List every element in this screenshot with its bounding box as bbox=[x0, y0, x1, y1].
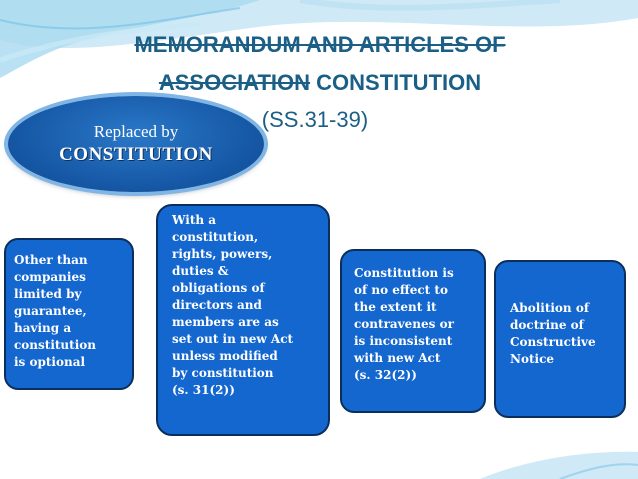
box-abolition: Abolition of doctrine of Constructive Notice bbox=[494, 260, 626, 418]
title-line-2 bbox=[60, 70, 580, 96]
oval-line-2: CONSTITUTION bbox=[59, 144, 213, 165]
title-line-1 bbox=[60, 32, 580, 58]
title-section-ref: (SS.31-39) bbox=[261, 107, 369, 132]
title-line-2-rest: CONSTITUTION bbox=[310, 70, 482, 95]
replaced-by-oval bbox=[8, 96, 264, 192]
box-optional-constitution: Other than companies limited by guarantee, having a constitution is optional bbox=[4, 238, 134, 390]
oval-line-1: Replaced by bbox=[93, 122, 179, 141]
box-rights-powers: With a constitution, rights, powers, duties & obligations of directors and members are as set out in new Act unless modified by constitution (s. 31(2)) bbox=[156, 204, 330, 436]
title-line-1-text: MEMORANDUM AND ARTICLES OF bbox=[134, 32, 506, 57]
box-no-effect: Constitution is of no effect to the extent it contravenes or is inconsistent with new Act (s. 32(2)) bbox=[340, 249, 486, 413]
title-struck-word: ASSOCIATION bbox=[158, 70, 311, 95]
